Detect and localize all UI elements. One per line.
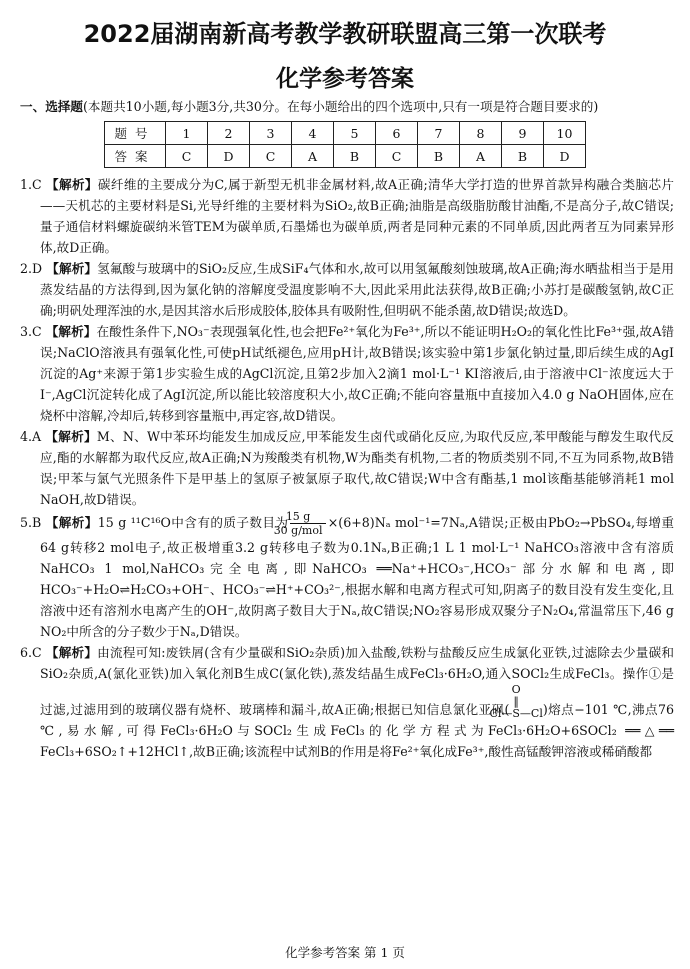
question-answer: 2.D <box>20 261 43 276</box>
question-number: 10 <box>544 122 586 145</box>
explanation-q1 <box>20 174 674 258</box>
fraction-denominator: 30 g/mol <box>273 524 323 537</box>
question-number: 1 <box>166 122 208 145</box>
explanation-q4 <box>20 426 674 510</box>
explanation-tag: 【解析】 <box>45 515 98 530</box>
answer-cell: B <box>418 145 460 168</box>
explanation-tag: 【解析】 <box>45 324 97 339</box>
answer-table-answer-row <box>105 145 586 168</box>
explanation-text: 碳纤维的主要成分为C,属于新型无机非金属材料,故A正确;清华大学打造的世界首款异构融合类脑芯片——天机芯的主要材料是Si,光导纤维的主要材料为SiO₂,故B正确;油脂是高级脂肪酸甘油酯,不是高分子,故C错误;量子通信材料螺旋碳纳米管TEM为碳单质,石墨烯也为碳单质,两者是同种元素的不同单质,因此两者互为同素异形体,故D正确。 <box>40 177 674 255</box>
explanation-tag: 【解析】 <box>46 261 98 276</box>
answer-cell: D <box>544 145 586 168</box>
page-footer: 化学参考答案 第 1 页 <box>285 945 405 960</box>
question-number: 7 <box>418 122 460 145</box>
answer-cell: C <box>250 145 292 168</box>
question-number: 2 <box>208 122 250 145</box>
explanation-tag: 【解析】 <box>45 429 97 444</box>
answer-table <box>104 121 586 168</box>
explanation-text-post: ×(6+8)Nₐ mol⁻¹=7Nₐ,A错误;正极由PbO₂→PbSO₄,每增重64 g转移2 mol电子,故正极增重3.2 g转移电子数为0.1Nₐ,B正确;1 L 1 mol·L⁻¹ NaHCO₃溶液中含有溶质NaHCO₃ 1 mol,NaHCO₃完全电离,即NaHCO₃ ══Na⁺+HCO₃⁻,HCO₃⁻部分水解和电离,即HCO₃⁻+H₂O⇌H₂CO₃+OH⁻、HCO₃⁻⇌H⁺+CO₃²⁻,根据水解和电离方程式可知,阴离子的数目没有发生变化,且溶液中还有溶剂水电离产生的OH⁻,故阴离子数目大于Nₐ,故C错误;NO₂容易形成双聚分子N₂O₄,常温常压下,46 g NO₂中所含的分子数少于Nₐ,D错误。 <box>40 515 675 639</box>
explanation-text-pre: 由流程可知:废铁屑(含有少量碳和SiO₂杂质)加入盐酸,铁粉与盐酸反应生成氯化亚铁,过滤除去少量碳和SiO₂杂质,A(氯化亚铁)加入氧化剂B生成C(氯化铁),蒸发结晶生成FeCl₃·6H₂O,通入SOCl₂生成FeCl₃。操作①是过滤,过滤用到的玻璃仪器有烧杯、玻璃棒和漏斗,故A正确;根据已知信息氯化亚砜( <box>40 645 674 717</box>
question-answer: 4.A <box>20 429 42 444</box>
question-number: 4 <box>292 122 334 145</box>
explanation-tag: 【解析】 <box>46 177 98 192</box>
answer-content <box>20 96 674 762</box>
explanation-text-pre: 15 g ¹¹C¹⁶O中含有的质子数目为 <box>97 515 289 530</box>
question-number: 9 <box>502 122 544 145</box>
answer-cell: C <box>376 145 418 168</box>
structure-double-bond: ‖ <box>513 695 519 708</box>
question-number: 8 <box>460 122 502 145</box>
explanation-text-post: )熔点−101 ℃,沸点76 ℃,易水解,可得FeCl₃·6H₂O与SOCl₂生成FeCl₃的化学方程式为FeCl₃·6H₂O+6SOCl₂ ══△══ FeCl₃+6SO₂↑+12HCl↑,故B正确;该流程中试剂B的作用是将Fe²⁺氧化成Fe³⁺,酸性高锰酸钾溶液或稀硝酸都 <box>40 702 674 759</box>
fraction <box>273 510 325 537</box>
row-label-answer: 答案 <box>105 145 166 168</box>
explanation-q3 <box>20 321 674 426</box>
answer-cell: C <box>166 145 208 168</box>
answer-cell: A <box>292 145 334 168</box>
answer-cell: A <box>460 145 502 168</box>
thionyl-chloride-structure <box>489 683 543 720</box>
question-answer: 1.C <box>20 177 42 192</box>
explanation-text: 在酸性条件下,NO₃⁻表现强氧化性,也会把Fe²⁺氧化为Fe³⁺,所以不能证明H₂O₂的氧化性比Fe³⁺强,故A错误;NaClO溶液具有强氧化性,可使pH试纸褪色,应用pH计,故B错误;该实验中第1步氯化钠过量,即后续生成的AgI沉淀的Ag⁺来源于第1步实验生成的AgCl沉淀,且第2步加入2滴1 mol·L⁻¹ KI溶液后,由于溶液中Cl⁻浓度远大于I⁻,AgCl沉淀转化成了AgI沉淀,所以能比较溶度积大小,故C正确;不能向容量瓶中直接加入4.0 g NaOH固体,应在烧杯中溶解,冷却后,转移到容量瓶中,再定容,故D错误。 <box>40 324 674 423</box>
section-description: (本题共10小题,每小题3分,共30分。在每小题给出的四个选项中,只有一项是符合题目要求的) <box>82 99 599 114</box>
explanation-text: M、N、W中苯环均能发生加成反应,甲苯能发生卤代或硝化反应,为取代反应,苯甲酸能与醇发生取代反应,酯的水解都为取代反应,故A正确;N为羧酸类有机物,W为酯类有机物,二者的物质类别不同,不互为同系物,故B错误;甲苯与氯气光照条件下是甲基上的氢原子被氯原子取代,故C错误;W中含有酯基,1 mol该酯基能够消耗1 mol NaOH,故D错误。 <box>40 429 674 507</box>
explanation-q2 <box>20 258 674 321</box>
structure-chain: Cl—S—Cl <box>489 707 543 720</box>
document-subtitle: 化学参考答案 <box>276 66 414 92</box>
section-label: 一、选择题 <box>20 99 83 114</box>
question-answer: 5.B <box>20 515 42 530</box>
document-title: 2022届湖南新高考教学教研联盟高三第一次联考 <box>83 20 607 48</box>
question-number: 6 <box>376 122 418 145</box>
fraction-numerator: 15 g <box>290 510 325 524</box>
section-heading <box>20 96 674 117</box>
explanation-tag: 【解析】 <box>45 645 98 660</box>
structure-oxygen: O <box>511 683 521 696</box>
answer-cell: D <box>208 145 250 168</box>
answer-table-number-row <box>105 122 586 145</box>
explanation-text: 氢氟酸与玻璃中的SiO₂反应,生成SiF₄气体和水,故可以用氢氟酸刻蚀玻璃,故A正确;海水晒盐相当于是用蒸发结晶的方法得到,因为氯化钠的溶解度受温度影响不大,因此采用此法获得,故B正确;小苏打是碳酸氢钠,故C正确;明矾处理浑浊的水,是因其溶水后形成胶体,胶体具有吸附性,但明矾不能杀菌,故D错误;故选D。 <box>40 261 674 318</box>
explanation-q6 <box>20 642 674 762</box>
answer-cell: B <box>334 145 376 168</box>
row-label-number: 题号 <box>105 122 166 145</box>
question-answer: 3.C <box>20 324 42 339</box>
question-answer: 6.C <box>20 645 42 660</box>
question-number: 5 <box>334 122 376 145</box>
question-number: 3 <box>250 122 292 145</box>
answer-cell: B <box>502 145 544 168</box>
explanation-q5 <box>20 510 674 642</box>
